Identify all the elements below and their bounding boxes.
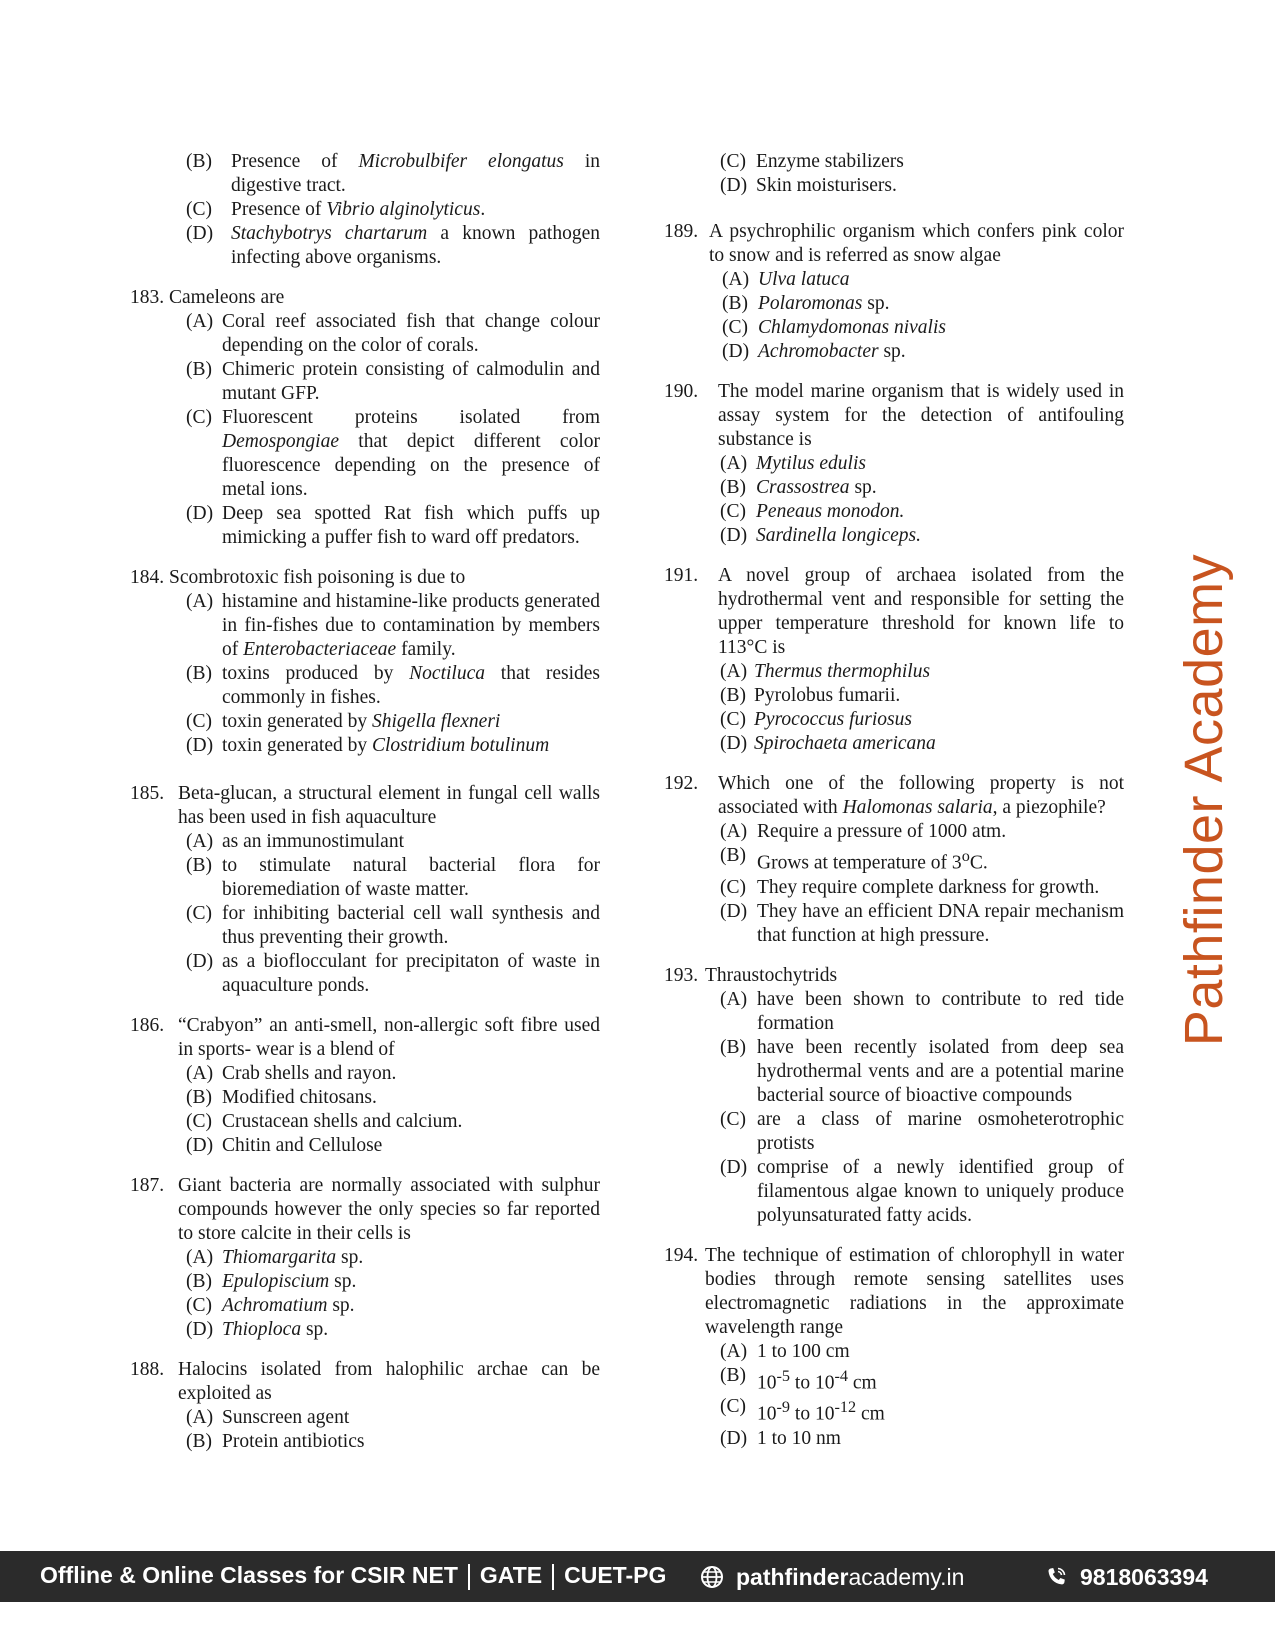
option-text: Chlamydomonas nivalis xyxy=(758,317,946,338)
option-d xyxy=(664,524,1124,548)
option-label: (B) xyxy=(722,293,748,314)
question-number: 183. xyxy=(130,287,165,308)
question-191 xyxy=(664,564,1124,756)
question-stem xyxy=(130,1358,600,1406)
option-label: (B) xyxy=(720,477,746,498)
option-c xyxy=(664,150,1124,174)
option-text: Fluorescent proteins isolated from Demospongiae that depict different color fluorescence depending on the presence of metal ions. xyxy=(222,407,600,500)
question-184 xyxy=(130,566,600,758)
option-text: Chimeric protein consisting of calmodulin and mutant GFP. xyxy=(222,359,600,404)
question-number: 184. xyxy=(130,567,165,588)
option-text: 1 to 100 cm xyxy=(757,1340,850,1362)
option-d xyxy=(130,734,600,758)
option-text: Deep sea spotted Rat fish which puffs up mimicking a puffer fish to ward off predators. xyxy=(222,503,600,548)
question-text: The model marine organism that is widely used in assay system for the detection of antifouling substance is xyxy=(718,381,1124,450)
option-c xyxy=(664,708,1124,732)
footer-exam-gate: GATE xyxy=(479,1562,543,1589)
option-a xyxy=(664,268,1124,292)
question-text: Halocins isolated from halophilic archae can be exploited as xyxy=(178,1359,600,1404)
question-190 xyxy=(664,380,1124,548)
question-194 xyxy=(664,1244,1124,1451)
question-stem xyxy=(130,782,600,830)
question-stem xyxy=(130,1174,600,1246)
option-text: Grows at temperature of 3$^o$C. xyxy=(757,847,988,874)
option-text: Sardinella longiceps. xyxy=(756,525,922,546)
option-text: Pyrococcus furiosus xyxy=(754,709,912,730)
website-domain: academy.in xyxy=(848,1563,965,1590)
option-label: (C) xyxy=(720,1396,746,1417)
option-label: (B) xyxy=(186,359,212,380)
option-label: (C) xyxy=(720,1108,746,1130)
option-d xyxy=(664,1156,1124,1228)
option-text: Achromatium sp. xyxy=(222,1295,355,1316)
option-label: (D) xyxy=(720,525,748,546)
option-label: (A) xyxy=(186,1407,214,1428)
option-text: for inhibiting bacterial cell wall synthesis and thus preventing their growth. xyxy=(222,903,600,948)
option-label: (C) xyxy=(720,501,746,522)
option-text: as an immunostimulant xyxy=(222,831,404,852)
option-label: (B) xyxy=(720,1036,746,1058)
footer-banner xyxy=(0,1551,1275,1602)
option-c xyxy=(130,1110,600,1134)
option-a xyxy=(664,660,1124,684)
question-number: 192. xyxy=(664,773,699,794)
option-b xyxy=(664,844,1124,876)
phone-number: 9818063394 xyxy=(1080,1563,1208,1590)
option-label: (A) xyxy=(720,988,748,1010)
question-number: 188. xyxy=(130,1359,165,1380)
option-b xyxy=(664,1036,1124,1108)
option-a xyxy=(664,452,1124,476)
option-text: Presence of Vibrio alginolyticus. xyxy=(231,199,486,220)
option-text: as a bioflocculant for precipitaton of waste in aquaculture ponds. xyxy=(222,951,600,996)
option-label: (B) xyxy=(186,855,212,876)
option-text: $10^{-5}$ to $10^{-4}$ cm xyxy=(757,1366,877,1393)
question-number: 185. xyxy=(130,783,165,804)
option-a xyxy=(664,1340,1124,1364)
option-text: Skin moisturisers. xyxy=(756,175,897,196)
question-text: Giant bacteria are normally associated with sulphur compounds however the only species so far reported to store calcite in their cells is xyxy=(178,1175,600,1244)
option-label: (A) xyxy=(720,661,748,682)
option-label: (A) xyxy=(720,821,748,842)
option-c xyxy=(664,876,1124,900)
option-b xyxy=(664,684,1124,708)
option-label: (A) xyxy=(186,591,214,612)
question-192 xyxy=(664,772,1124,948)
option-a xyxy=(130,310,600,358)
option-a xyxy=(130,830,600,854)
website-name-bold: pathfinder xyxy=(736,1563,849,1590)
question-stem xyxy=(664,380,1124,452)
option-d xyxy=(130,502,600,550)
option-text: Chitin and Cellulose xyxy=(222,1135,383,1156)
question-stem xyxy=(664,564,1124,660)
question-stem xyxy=(130,1014,600,1062)
question-continuation xyxy=(664,150,1124,198)
option-label: (A) xyxy=(186,1247,214,1268)
option-text: toxin generated by Clostridium botulinum xyxy=(222,735,550,756)
option-label: (C) xyxy=(186,199,212,220)
footer-exam-cuet: CUET-PG xyxy=(564,1562,667,1589)
option-label: (D) xyxy=(186,503,214,524)
footer-website[interactable] xyxy=(700,1565,964,1589)
option-text: Epulopiscium sp. xyxy=(222,1271,357,1292)
right-column xyxy=(664,150,1124,1467)
question-193 xyxy=(664,964,1124,1228)
option-c xyxy=(130,198,600,222)
question-text: Scombrotoxic fish poisoning is due to xyxy=(169,567,466,588)
option-c xyxy=(130,902,600,950)
question-text: Cameleons are xyxy=(169,287,285,308)
option-label: (D) xyxy=(720,733,748,754)
option-b xyxy=(130,854,600,902)
question-stem xyxy=(664,772,1124,820)
option-label: (C) xyxy=(720,876,746,898)
question-text: Thraustochytrids xyxy=(705,964,838,986)
option-label: (C) xyxy=(720,151,746,172)
option-c xyxy=(664,1108,1124,1156)
option-label: (C) xyxy=(186,711,212,732)
option-text: have been recently isolated from deep sea hydrothermal vents and are a potential marine bacterial source of bioactive compounds xyxy=(757,1036,1124,1106)
option-a xyxy=(664,820,1124,844)
question-183 xyxy=(130,286,600,550)
option-b xyxy=(130,358,600,406)
option-label: (B) xyxy=(720,1364,746,1386)
question-text: A novel group of archaea isolated from the hydrothermal vent and responsible for setting the upper temperature threshold for known life to 113°C is xyxy=(718,565,1124,658)
option-b xyxy=(130,1270,600,1294)
option-a xyxy=(130,1246,600,1270)
option-label: (C) xyxy=(186,903,212,924)
option-label: (C) xyxy=(186,1111,212,1132)
option-a xyxy=(664,988,1124,1036)
option-text: 1 to 10 nm xyxy=(757,1427,841,1449)
question-text: A psychrophilic organism which confers pink color to snow and is referred as snow algae xyxy=(709,221,1124,266)
question-number: 191. xyxy=(664,565,699,586)
option-label: (C) xyxy=(186,1295,212,1316)
option-label: (C) xyxy=(720,709,746,730)
question-186 xyxy=(130,1014,600,1158)
option-text: Protein antibiotics xyxy=(222,1431,365,1452)
option-b xyxy=(130,1086,600,1110)
option-label: (B) xyxy=(720,845,746,866)
option-label: (A) xyxy=(720,453,748,474)
option-text: Crab shells and rayon. xyxy=(222,1063,397,1084)
option-b xyxy=(664,1364,1124,1396)
option-d xyxy=(664,900,1124,948)
option-b xyxy=(130,1430,600,1454)
option-text: Crassostrea sp. xyxy=(756,477,877,498)
option-text: Thioploca sp. xyxy=(222,1319,329,1340)
question-number: 186. xyxy=(130,1015,165,1036)
option-a xyxy=(130,1406,600,1430)
option-text: to stimulate natural bacterial flora for bioremediation of waste matter. xyxy=(222,855,600,900)
option-label: (D) xyxy=(720,175,748,196)
footer-classes xyxy=(40,1563,666,1590)
phone-icon xyxy=(1044,1565,1068,1589)
option-text: have been shown to contribute to red tide formation xyxy=(757,988,1124,1034)
option-text: Thermus thermophilus xyxy=(754,661,931,682)
separator xyxy=(552,1564,554,1590)
option-d xyxy=(664,732,1124,756)
option-text: Coral reef associated fish that change colour depending on the color of corals. xyxy=(222,311,600,356)
option-c xyxy=(130,710,600,734)
option-label: (D) xyxy=(720,900,748,922)
question-185 xyxy=(130,782,600,998)
option-text: Require a pressure of 1000 atm. xyxy=(757,821,1007,842)
option-text: Mytilus edulis xyxy=(756,453,866,474)
option-d xyxy=(130,222,600,270)
option-text: Crustacean shells and calcium. xyxy=(222,1111,463,1132)
option-label: (B) xyxy=(720,685,746,706)
option-label: (D) xyxy=(186,735,214,756)
option-c xyxy=(664,316,1124,340)
option-text: are a class of marine osmoheterotrophic protists xyxy=(757,1108,1124,1154)
option-label: (D) xyxy=(186,223,214,244)
option-d xyxy=(130,950,600,998)
question-number: 194. xyxy=(664,1244,699,1266)
option-text: Enzyme stabilizers xyxy=(756,151,904,172)
option-d xyxy=(664,174,1124,198)
option-text: histamine and histamine-like products generated in fin-fishes due to contamination by members of Enterobacteriaceae family. xyxy=(222,591,600,660)
option-label: (C) xyxy=(186,407,212,428)
globe-icon xyxy=(700,1565,724,1589)
option-text: Sunscreen agent xyxy=(222,1407,350,1428)
option-c xyxy=(130,406,600,502)
option-d xyxy=(130,1318,600,1342)
option-d xyxy=(664,340,1124,364)
question-number: 190. xyxy=(664,381,699,402)
option-text: They require complete darkness for growth. xyxy=(757,876,1100,898)
option-text: Presence of Microbulbifer elongatus in digestive tract. xyxy=(231,151,600,196)
option-text: Ulva latuca xyxy=(758,269,850,290)
option-d xyxy=(664,1427,1124,1451)
option-a xyxy=(130,1062,600,1086)
question-stem xyxy=(130,286,600,310)
question-number: 187. xyxy=(130,1175,165,1196)
option-label: (A) xyxy=(722,269,750,290)
option-text: Pyrolobus fumarii. xyxy=(754,685,901,706)
option-text: toxins produced by Noctiluca that resides commonly in fishes. xyxy=(222,663,600,708)
question-text: Which one of the following property is not associated with Halomonas salaria, a piezophile? xyxy=(718,773,1124,818)
separator xyxy=(468,1564,470,1590)
question-stem xyxy=(664,1244,1124,1340)
question-stem xyxy=(664,220,1124,268)
option-label: (D) xyxy=(186,951,214,972)
question-stem xyxy=(664,964,1124,988)
option-label: (D) xyxy=(720,1156,748,1178)
option-label: (B) xyxy=(186,1431,212,1452)
option-label: (D) xyxy=(186,1135,214,1156)
option-label: (A) xyxy=(186,1063,214,1084)
option-a xyxy=(130,590,600,662)
option-d xyxy=(130,1134,600,1158)
option-label: (B) xyxy=(186,151,212,172)
option-text: Stachybotrys chartarum a known pathogen infecting above organisms. xyxy=(231,223,601,268)
option-label: (B) xyxy=(186,1271,212,1292)
option-b xyxy=(664,476,1124,500)
question-text: Beta-glucan, a structural element in fungal cell walls has been used in fish aquaculture xyxy=(178,783,600,828)
option-text: $10^{-9}$ to $10^{-12}$ cm xyxy=(757,1398,885,1425)
footer-phone[interactable] xyxy=(1044,1565,1208,1589)
option-label: (C) xyxy=(722,317,748,338)
option-label: (D) xyxy=(722,341,750,362)
option-text: Achromobacter sp. xyxy=(758,341,906,362)
option-c xyxy=(130,1294,600,1318)
option-label: (A) xyxy=(186,311,214,332)
option-label: (B) xyxy=(186,663,212,684)
question-continuation xyxy=(130,150,600,270)
option-b xyxy=(130,662,600,710)
option-label: (D) xyxy=(186,1319,214,1340)
option-text: They have an efficient DNA repair mechanism that function at high pressure. xyxy=(757,900,1124,946)
option-label: (A) xyxy=(186,831,214,852)
option-text: Polaromonas sp. xyxy=(758,293,890,314)
option-text: Thiomargarita sp. xyxy=(222,1247,364,1268)
option-text: comprise of a newly identified group of filamentous algae known to uniquely produce polyunsaturated fatty acids. xyxy=(757,1156,1124,1226)
question-text: “Crabyon” an anti-smell, non-allergic soft fibre used in sports- wear is a blend of xyxy=(178,1015,600,1060)
watermark: Pathfinder Academy xyxy=(1174,553,1234,1047)
question-stem xyxy=(130,566,600,590)
question-188 xyxy=(130,1358,600,1454)
question-189 xyxy=(664,220,1124,364)
option-text: Peneaus monodon. xyxy=(756,501,905,522)
option-label: (D) xyxy=(720,1427,748,1449)
option-text: Spirochaeta americana xyxy=(754,733,936,754)
option-label: (B) xyxy=(186,1087,212,1108)
question-text: The technique of estimation of chlorophyll in water bodies through remote sensing satellites uses electromagnetic radiations in the approximate wavelength range xyxy=(705,1244,1124,1338)
question-number: 189. xyxy=(664,221,699,242)
option-text: Modified chitosans. xyxy=(222,1087,377,1108)
option-c xyxy=(664,500,1124,524)
option-b xyxy=(664,292,1124,316)
option-text: toxin generated by Shigella flexneri xyxy=(222,711,501,732)
question-187 xyxy=(130,1174,600,1342)
option-label: (A) xyxy=(720,1340,748,1362)
question-number: 193. xyxy=(664,964,699,986)
option-b xyxy=(130,150,600,198)
left-column xyxy=(130,150,600,1470)
option-c xyxy=(664,1395,1124,1427)
footer-classes-prefix: Offline & Online Classes for CSIR NET xyxy=(40,1562,458,1589)
